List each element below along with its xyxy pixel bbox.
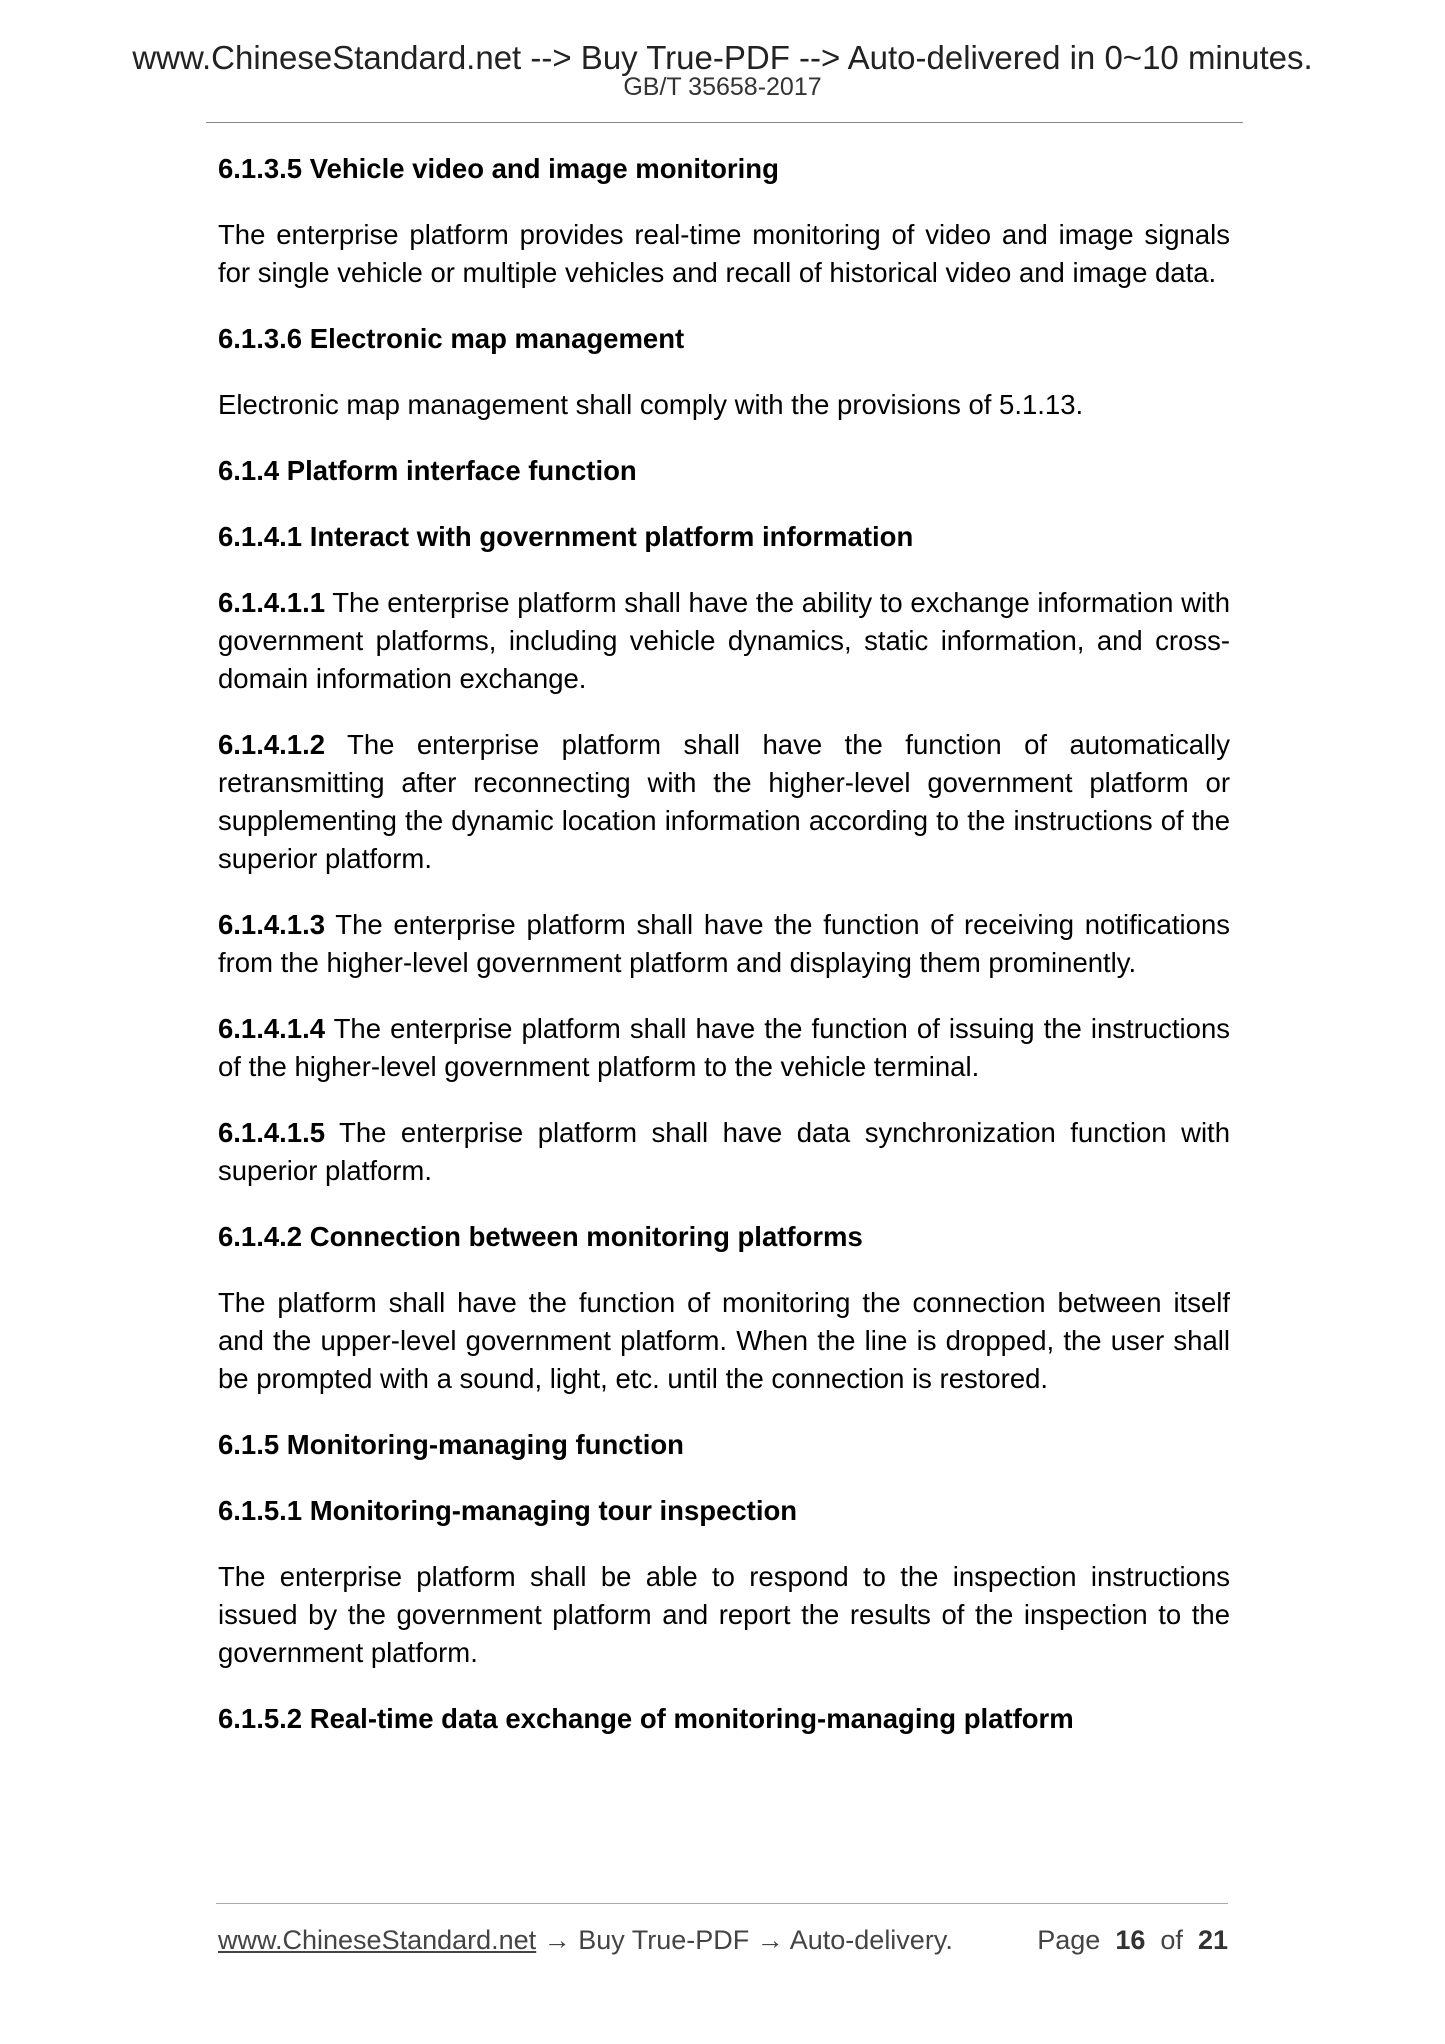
paragraph-6-1-4-2: The platform shall have the function of monitoring the connection between itself and the upper-level government platform. When the line is dropped, the user shall be prompted with a sound, light, etc. until the connection is restored.	[218, 1287, 1230, 1394]
clause-6-1-4-1-1	[218, 584, 1230, 698]
clause-number: 6.1.4.1.3	[218, 909, 326, 940]
clause-text: The enterprise platform shall have the function of issuing the instructions of the higher-level government platform to the vehicle terminal.	[218, 1013, 1230, 1082]
heading-6-1-3-5: 6.1.3.5 Vehicle video and image monitoring	[218, 153, 779, 184]
heading-6-1-5-1: 6.1.5.1 Monitoring-managing tour inspection	[218, 1495, 798, 1526]
page-number: 16	[1115, 1925, 1146, 1955]
clause-number: 6.1.4.1.4	[218, 1013, 326, 1044]
footer-divider	[216, 1903, 1228, 1904]
heading-6-1-5-2: 6.1.5.2 Real-time data exchange of monitoring-managing platform	[218, 1703, 1074, 1734]
top-banner: www.ChineseStandard.net --> Buy True-PDF --> Auto-delivered in 0~10 minutes.	[132, 39, 1313, 76]
buy-text: → Buy True-PDF → Auto-delivery.	[536, 1925, 953, 1955]
heading-6-1-3-6: 6.1.3.6 Electronic map management	[218, 323, 685, 354]
clause-text: The enterprise platform shall have the function of automatically retransmitting after reconnecting with the higher-level government platform or supplementing the dynamic location information according to the instructions of the superior platform.	[218, 729, 1230, 874]
page-label: Page	[1037, 1925, 1101, 1955]
clause-6-1-4-1-2	[218, 726, 1230, 878]
clause-6-1-4-1-3	[218, 906, 1230, 982]
paragraph-6-1-3-6: Electronic map management shall comply with the provisions of 5.1.13.	[218, 389, 1084, 420]
of-label: of	[1160, 1925, 1183, 1955]
heading-6-1-4-2: 6.1.4.2 Connection between monitoring platforms	[218, 1221, 863, 1252]
clause-number: 6.1.4.1.2	[218, 729, 326, 760]
total-pages: 21	[1197, 1925, 1228, 1955]
clause-text: The enterprise platform shall have the ability to exchange information with government platforms, including vehicle dynamics, static information, and cross-domain information exchange.	[218, 587, 1230, 694]
clause-text: The enterprise platform shall have data synchronization function with superior platform.	[218, 1117, 1230, 1186]
clause-6-1-4-1-4	[218, 1010, 1230, 1086]
paragraph-6-1-3-5: The enterprise platform provides real-time monitoring of video and image signals for single vehicle or multiple vehicles and recall of historical video and image data.	[218, 219, 1230, 288]
clause-text: The enterprise platform shall have the function of receiving notifications from the higher-level government platform and displaying them prominently.	[218, 909, 1230, 978]
heading-6-1-4: 6.1.4 Platform interface function	[218, 455, 637, 486]
paragraph-6-1-5-1: The enterprise platform shall be able to respond to the inspection instructions issued by the government platform and report the results of the inspection to the government platform.	[218, 1561, 1230, 1668]
header-divider	[206, 122, 1243, 123]
clause-number: 6.1.4.1.5	[218, 1117, 326, 1148]
heading-6-1-5: 6.1.5 Monitoring-managing function	[218, 1429, 684, 1460]
document-body	[218, 150, 1230, 1766]
clause-6-1-4-1-5	[218, 1114, 1230, 1190]
standard-code: GB/T 35658-2017	[623, 73, 822, 101]
heading-6-1-4-1: 6.1.4.1 Interact with government platform information	[218, 521, 914, 552]
page-indicator	[1037, 1923, 1228, 1957]
clause-number: 6.1.4.1.1	[218, 587, 326, 618]
site-link[interactable]: www.ChineseStandard.net	[218, 1925, 537, 1955]
footer-promo	[218, 1923, 953, 1957]
